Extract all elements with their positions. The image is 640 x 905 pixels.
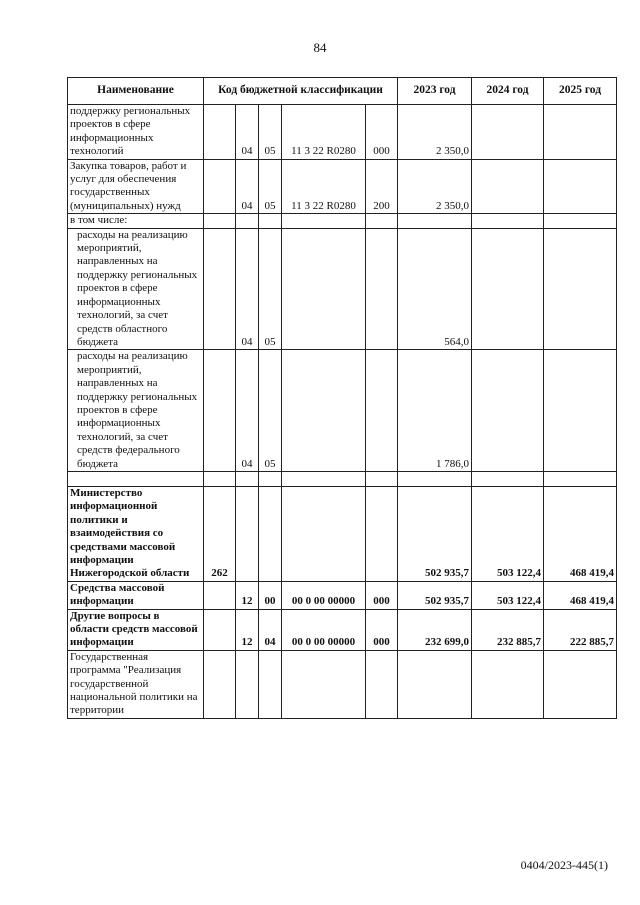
empty-cell	[236, 471, 259, 486]
row-section: 12	[236, 581, 259, 609]
row-target	[282, 228, 366, 350]
row-2024	[472, 105, 544, 160]
row-type: 000	[366, 105, 398, 160]
table-row-empty	[68, 471, 617, 486]
row-ministry: 262	[204, 486, 236, 581]
row-section	[236, 650, 259, 718]
row-2025	[544, 228, 617, 350]
row-2025	[544, 650, 617, 718]
empty-cell	[68, 471, 204, 486]
row-name: Государственная программа "Реализация государственной национальной политики на территории	[68, 650, 204, 718]
row-type: 000	[366, 609, 398, 650]
row-2023: 2 350,0	[398, 105, 472, 160]
row-subsection: 00	[259, 581, 282, 609]
row-2023: 232 699,0	[398, 609, 472, 650]
row-target	[282, 350, 366, 472]
row-ministry	[204, 159, 236, 214]
table-row	[68, 159, 617, 214]
table-row	[68, 581, 617, 609]
row-type: 200	[366, 159, 398, 214]
row-2024	[472, 159, 544, 214]
row-2023	[398, 214, 472, 228]
row-2024	[472, 350, 544, 472]
empty-cell	[204, 471, 236, 486]
row-target	[282, 214, 366, 228]
row-2023: 1 786,0	[398, 350, 472, 472]
row-2023: 2 350,0	[398, 159, 472, 214]
row-target: 11 3 22 R0280	[282, 159, 366, 214]
row-subsection	[259, 486, 282, 581]
row-ministry	[204, 609, 236, 650]
row-subsection: 05	[259, 159, 282, 214]
row-2024	[472, 650, 544, 718]
row-name: Средства массовой информации	[68, 581, 204, 609]
row-name: расходы на реализацию мероприятий, направленных на поддержку региональных проектов в сфере информационных технологий, за счет средств областного бюджета	[68, 228, 204, 350]
row-section: 04	[236, 105, 259, 160]
row-name: поддержку региональных проектов в сфере информационных технологий	[68, 105, 204, 160]
row-section: 04	[236, 350, 259, 472]
table-header-row	[68, 78, 617, 105]
empty-cell	[472, 471, 544, 486]
table-row	[68, 214, 617, 228]
row-name: расходы на реализацию мероприятий, направленных на поддержку региональных проектов в сфере информационных технологий, за счет средств федерального бюджета	[68, 350, 204, 472]
table-row	[68, 228, 617, 350]
table-row	[68, 105, 617, 160]
table-row	[68, 650, 617, 718]
row-2024: 503 122,4	[472, 486, 544, 581]
row-section: 12	[236, 609, 259, 650]
header-code: Код бюджетной классификации	[204, 78, 398, 105]
table-row	[68, 486, 617, 581]
row-name: Другие вопросы в области средств массовой информации	[68, 609, 204, 650]
row-target: 11 3 22 R0280	[282, 105, 366, 160]
row-ministry	[204, 105, 236, 160]
row-subsection	[259, 650, 282, 718]
row-2025	[544, 350, 617, 472]
row-section: 04	[236, 159, 259, 214]
row-2023: 502 935,7	[398, 486, 472, 581]
header-2023: 2023 год	[398, 78, 472, 105]
row-type: 000	[366, 581, 398, 609]
empty-cell	[544, 471, 617, 486]
row-2025	[544, 214, 617, 228]
row-2025: 222 885,7	[544, 609, 617, 650]
row-2024: 503 122,4	[472, 581, 544, 609]
row-ministry	[204, 581, 236, 609]
row-2024	[472, 228, 544, 350]
row-subsection	[259, 214, 282, 228]
empty-cell	[366, 471, 398, 486]
row-type	[366, 650, 398, 718]
budget-table	[67, 77, 617, 719]
table-row	[68, 609, 617, 650]
document-code: 0404/2023-445(1)	[520, 858, 608, 872]
row-target: 00 0 00 00000	[282, 581, 366, 609]
row-section	[236, 214, 259, 228]
row-2025: 468 419,4	[544, 581, 617, 609]
row-type	[366, 214, 398, 228]
row-ministry	[204, 350, 236, 472]
row-name: в том числе:	[68, 214, 204, 228]
header-2025: 2025 год	[544, 78, 617, 105]
row-ministry	[204, 214, 236, 228]
row-2024	[472, 214, 544, 228]
row-target: 00 0 00 00000	[282, 609, 366, 650]
row-ministry	[204, 228, 236, 350]
row-section	[236, 486, 259, 581]
table-row	[68, 350, 617, 472]
empty-cell	[259, 471, 282, 486]
header-name: Наименование	[68, 78, 204, 105]
empty-cell	[282, 471, 366, 486]
row-2023: 564,0	[398, 228, 472, 350]
row-2025	[544, 159, 617, 214]
row-type	[366, 228, 398, 350]
row-target	[282, 486, 366, 581]
row-type	[366, 486, 398, 581]
row-subsection: 05	[259, 105, 282, 160]
row-2025	[544, 105, 617, 160]
row-name: Закупка товаров, работ и услуг для обеспечения государственных (муниципальных) нужд	[68, 159, 204, 214]
page-number: 84	[313, 40, 327, 55]
row-section: 04	[236, 228, 259, 350]
row-target	[282, 650, 366, 718]
row-2023: 502 935,7	[398, 581, 472, 609]
row-subsection: 05	[259, 228, 282, 350]
row-type	[366, 350, 398, 472]
row-name: Министерство информационной политики и взаимодействия со средствами массовой информации Нижегородской области	[68, 486, 204, 581]
header-2024: 2024 год	[472, 78, 544, 105]
row-ministry	[204, 650, 236, 718]
row-subsection: 04	[259, 609, 282, 650]
empty-cell	[398, 471, 472, 486]
row-2023	[398, 650, 472, 718]
row-2025: 468 419,4	[544, 486, 617, 581]
row-2024: 232 885,7	[472, 609, 544, 650]
row-subsection: 05	[259, 350, 282, 472]
